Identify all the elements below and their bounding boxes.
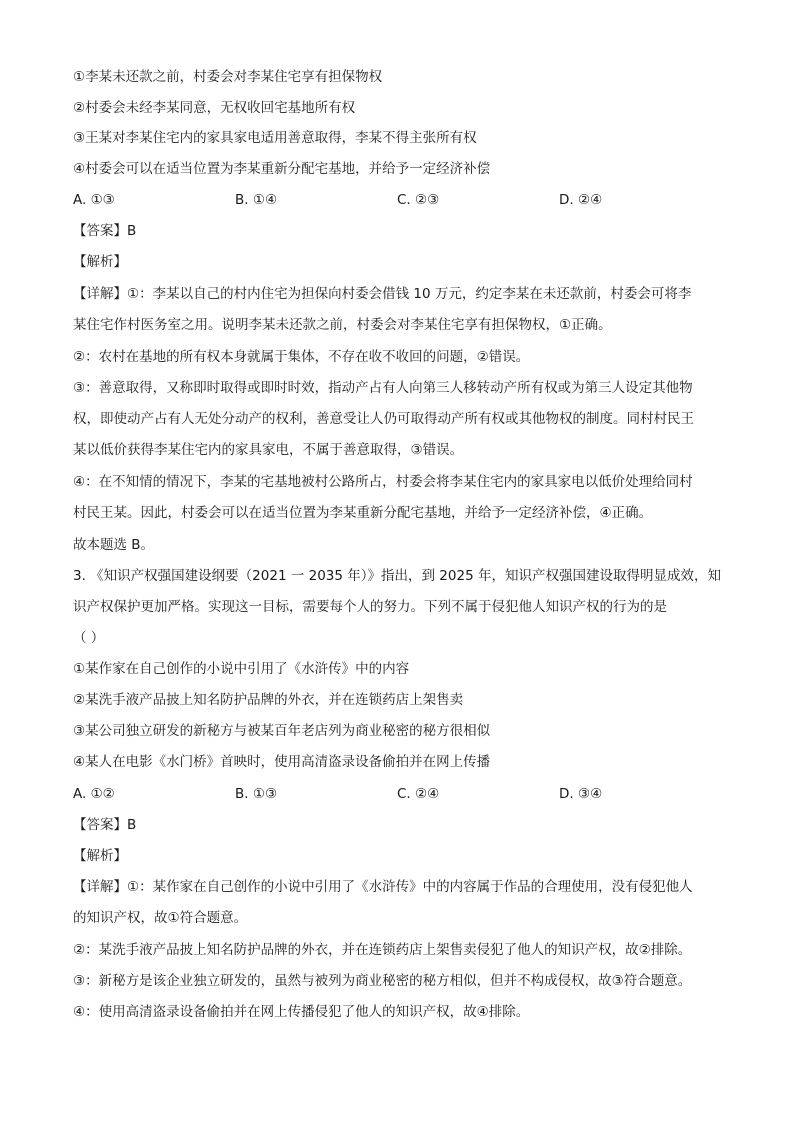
answer-options: [73, 784, 733, 804]
detail-line: 某住宅作村医务室之用。说明李某未还款之前，村委会对李某住宅享有担保物权，①正确。: [73, 317, 612, 333]
option-d: D. ③④: [559, 786, 603, 802]
question-stem: 识产权保护更加严格。实现这一目标，需要每个人的努力。下列不属于侵犯他人知识产权的行为的是: [73, 599, 667, 615]
detail-line: 【详解】①：李某以自己的村内住宅为担保向村委会借钱 10 万元，约定李某在未还款前，村委会可将李: [73, 286, 692, 302]
analysis-label: 【解析】: [73, 848, 127, 864]
detail-line: 【详解】①：某作家在自己创作的小说中引用了《水浒传》中的内容属于作品的合理使用，没有侵犯他人: [73, 879, 693, 895]
statement-3: ③王某对李某住宅内的家具家电适用善意取得，李某不得主张所有权: [73, 130, 477, 146]
answer-blank: （ ）: [73, 630, 105, 646]
option-a: A. ①③: [73, 192, 115, 208]
detail-line: ④：使用高清盗录设备偷拍并在网上传播侵犯了他人的知识产权，故④排除。: [73, 1004, 530, 1020]
statement-3: ③某公司独立研发的新秘方与被某百年老店列为商业秘密的秘方很相似: [73, 723, 491, 739]
option-d: D. ②④: [559, 192, 603, 208]
statement-1: ①某作家在自己创作的小说中引用了《水浒传》中的内容: [73, 661, 410, 677]
detail-line: ③：善意取得，又称即时取得或即时时效，指动产占有人向第三人移转动产所有权或为第三人设定其他物: [73, 380, 693, 396]
answer-label: 【答案】B: [73, 223, 137, 239]
detail-line: ③：新秘方是该企业独立研发的，虽然与被列为商业秘密的秘方相似，但并不构成侵权，故③符合题意。: [73, 973, 692, 989]
conclusion-line: 故本题选 B。: [73, 537, 155, 553]
analysis-label: 【解析】: [73, 254, 127, 270]
answer-label: 【答案】B: [73, 817, 137, 833]
detail-line: 村民王某。因此，村委会可以在适当位置为李某重新分配宅基地，并给予一定经济补偿，④正确。: [73, 505, 653, 521]
detail-line: ④：在不知情的情况下，李某的宅基地被村公路所占，村委会将李某住宅内的家具家电以低价处理给同村: [73, 474, 693, 490]
option-b: B. ①③: [235, 786, 278, 802]
statement-4: ④村委会可以在适当位置为李某重新分配宅基地，并给予一定经济补偿: [73, 161, 491, 177]
answer-options: [73, 190, 733, 210]
question-stem: 3. 《知识产权强国建设纲要（2021 一 2035 年）》指出，到 2025 年，知识产权强国建设取得明显成效，知: [73, 568, 721, 584]
option-b: B. ①④: [235, 192, 278, 208]
statement-2: ②某洗手液产品披上知名防护品牌的外衣，并在连锁药店上架售卖: [73, 692, 464, 708]
option-a: A. ①②: [73, 786, 115, 802]
statement-1: ①李某未还款之前，村委会对李某住宅享有担保物权: [73, 69, 383, 85]
statement-2: ②村委会未经李某同意，无权收回宅基地所有权: [73, 100, 356, 116]
detail-line: ②：某洗手液产品披上知名防护品牌的外衣，并在连锁药店上架售卖侵犯了他人的知识产权，故②排除。: [73, 942, 692, 958]
detail-line: 的知识产权，故①符合题意。: [73, 910, 248, 926]
detail-line: 权，即使动产占有人无处分动产的权利，善意受让人仍可取得动产所有权或其他物权的制度。同村村民王: [73, 411, 694, 427]
detail-line: ②：农村在基地的所有权本身就属于集体，不存在收不收回的问题，②错误。: [73, 349, 530, 365]
detail-line: 某以低价获得李某住宅内的家具家电，不属于善意取得，③错误。: [73, 442, 464, 458]
option-c: C. ②④: [397, 786, 440, 802]
option-c: C. ②③: [397, 192, 440, 208]
statement-4: ④某人在电影《水门桥》首映时，使用高清盗录设备偷拍并在网上传播: [73, 754, 491, 770]
